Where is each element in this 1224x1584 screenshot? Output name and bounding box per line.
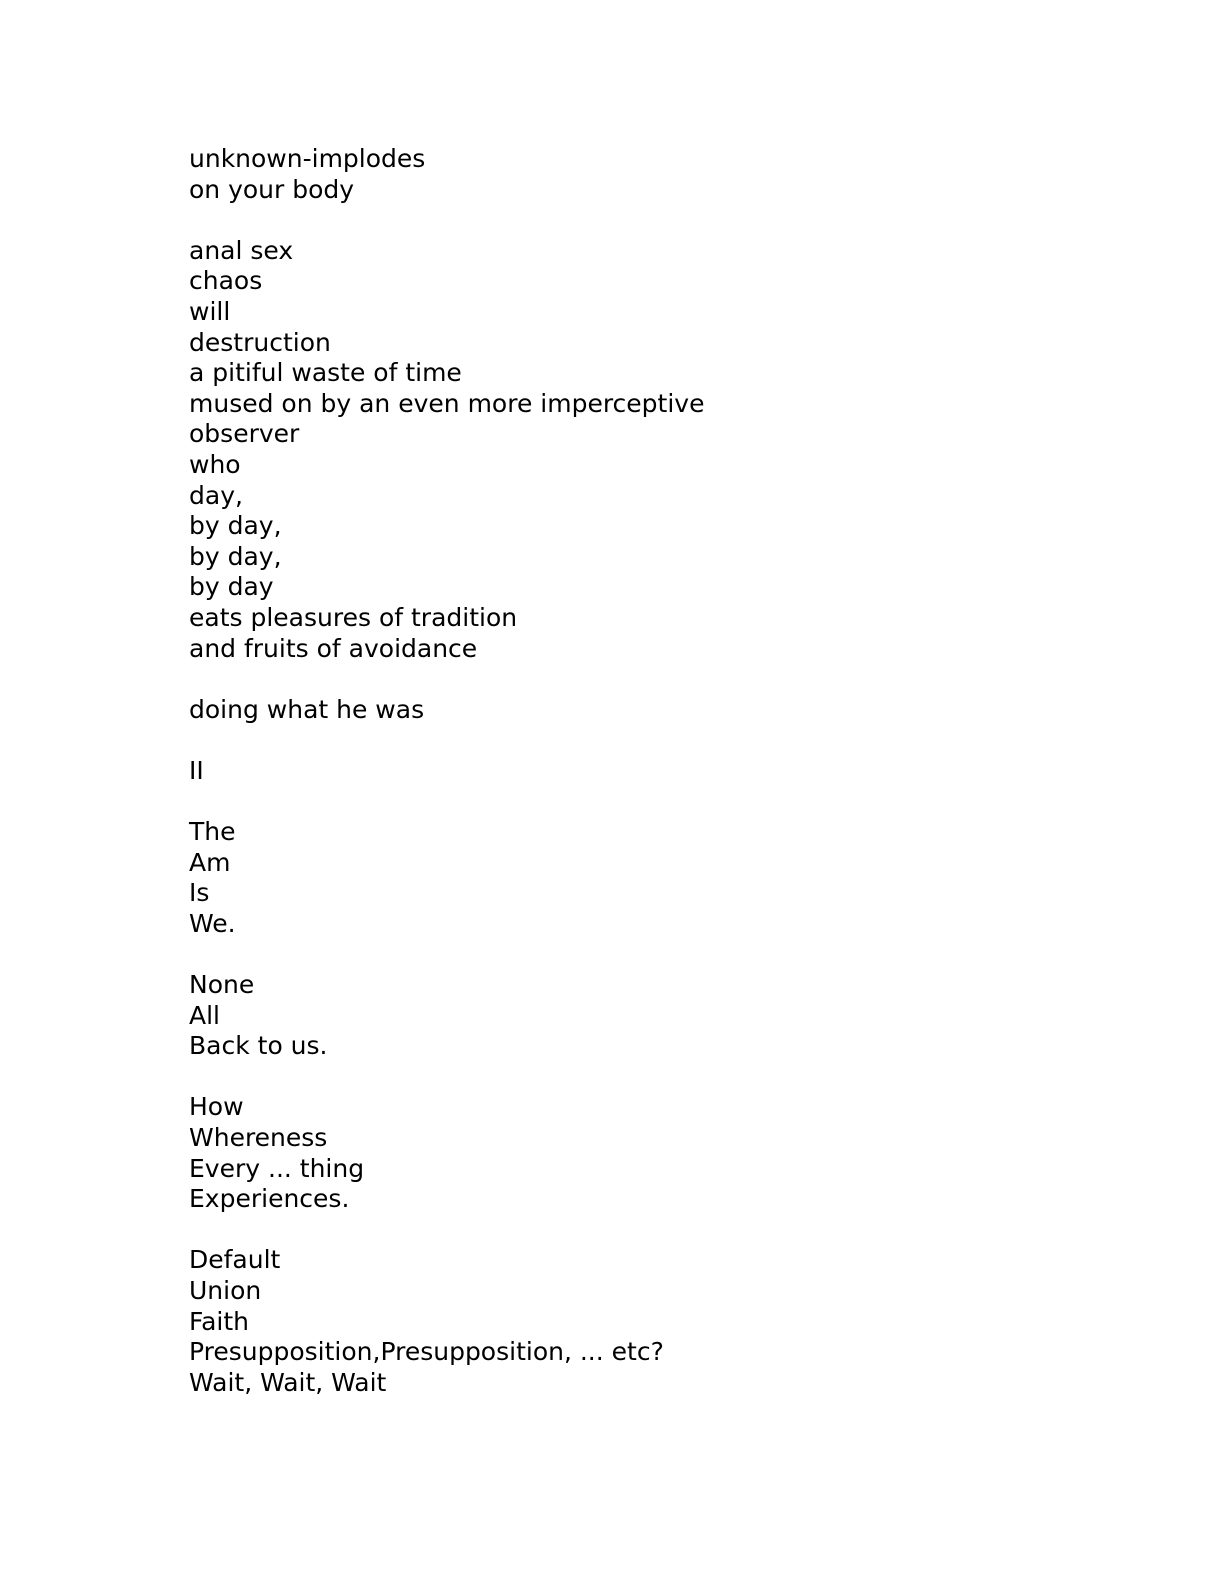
poem-line: day, [189, 480, 243, 510]
poem-line: by day, [189, 541, 282, 571]
poem-line: who [189, 449, 241, 479]
poem-stanza [189, 756, 704, 787]
poem-stanza [189, 695, 704, 726]
poem-line: Am [189, 847, 231, 877]
poem-line: The [189, 817, 236, 847]
poem-line: by day, [189, 511, 282, 541]
poem-stanza [189, 1245, 704, 1398]
poem-line: Experiences. [189, 1184, 350, 1214]
poem-line: Is [189, 878, 210, 908]
poem-line: a pitiful waste of time [189, 358, 462, 388]
poem-line: None [189, 970, 255, 1000]
poem-line: chaos [189, 266, 263, 296]
poem-line: How [189, 1092, 244, 1122]
poem-line: anal sex [189, 235, 294, 265]
poem-line: on your body [189, 174, 355, 204]
poem-line: Whereness [189, 1123, 328, 1152]
poem-line: Presupposition,Presupposition, ... etc? [189, 1337, 664, 1367]
poem-line: unknown-implodes [189, 144, 426, 173]
poem-stanza [189, 236, 704, 664]
poem-line: II [189, 755, 204, 785]
poem-stanza [189, 1092, 704, 1214]
poem-line: will [189, 296, 231, 326]
poem-line: Faith [189, 1306, 249, 1336]
poem-stanza [189, 144, 704, 205]
poem-line: Union [189, 1275, 262, 1305]
poem-line: We. [189, 908, 236, 938]
poem-body [189, 144, 704, 1398]
poem-stanza [189, 817, 704, 939]
poem-line: destruction [189, 327, 331, 357]
poem-line: mused on by an even more imperceptive [189, 388, 705, 418]
poem-line: Default [189, 1245, 281, 1275]
poem-line: by day [189, 572, 274, 602]
poem-line: All [189, 1000, 220, 1030]
poem-line: Wait, Wait, Wait [189, 1367, 387, 1397]
poem-line: observer [189, 419, 300, 449]
poem-stanza [189, 970, 704, 1062]
poem-line: doing what he was [189, 694, 425, 724]
poem-line: eats pleasures of tradition [189, 602, 518, 632]
poem-line: Every ... thing [189, 1153, 365, 1183]
poem-line: and fruits of avoidance [189, 633, 478, 663]
poem-line: Back to us. [189, 1031, 328, 1061]
